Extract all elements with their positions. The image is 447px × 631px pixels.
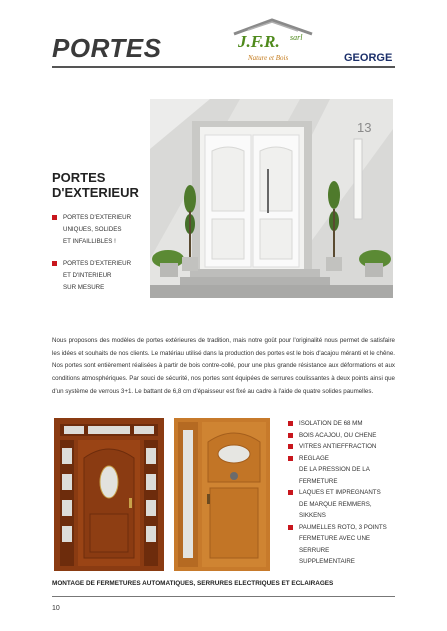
bullet-icon: [52, 261, 57, 266]
house-number: 13: [357, 120, 372, 135]
section-title-line: D'EXTERIEUR: [52, 185, 139, 200]
footer-divider: [52, 596, 395, 597]
wooden-door-photo-1: [54, 418, 164, 571]
bullet-item: PORTES D'EXTERIEUR UNIQUES, SOLIDES ET INFAILLIBLES !: [52, 212, 147, 248]
logo-tagline: Nature et Bois: [248, 54, 289, 62]
logo-suffix: sarl: [290, 33, 303, 42]
page-title: PORTES: [52, 33, 162, 63]
feature-bullet-list: [288, 418, 398, 568]
bullet-icon: [288, 456, 293, 461]
feature-item: ISOLATION DE 68 MM: [288, 418, 398, 430]
description-paragraph: Nous proposons des modèles de portes extérieures de tradition, mais notre goût pour l'originalité nous permet de satisfaire les idées et souhaits de nos clients. Le matériau utilisé dans la production des portes est le bois d'acajou méranti et le chêne. Nos portes sont entièrement réalisées à partir de bois contre-collé, pour une plus grande résistance aux déformations et aux conditions atmosphériques. Par souci de sécurité, nos portes sont équipées de serrures coulissantes à deux points ainsi que d'un système de verrous 3+1. Le battant de 6,8 cm d'épaisseur est fixé au cadre à l'aide de quatre solides paumelles.: [52, 337, 395, 395]
logo-text: J.F.R.: [238, 32, 280, 51]
bullet-icon: [288, 444, 293, 449]
product-bullet-list: [52, 212, 147, 304]
bullet-icon: [288, 433, 293, 438]
feature-item: LAQUES ET IMPREGNANTS DE MARQUE REMMERS, SIKKENS: [288, 487, 398, 522]
section-title-line: PORTES: [52, 170, 106, 185]
feature-item: BOIS ACAJOU, OU CHENE: [288, 430, 398, 442]
brand-name: GEORGE: [344, 52, 393, 64]
footer-note: MONTAGE DE FERMETURES AUTOMATIQUES, SERRURES ELECTRIQUES ET ECLAIRAGES: [52, 580, 334, 587]
company-logo: [228, 18, 316, 70]
feature-item: PAUMELLES ROTO, 3 POINTS FERMETURE AVEC UNE SERRURE SUPPLEMENTAIRE: [288, 522, 398, 568]
page-number: 10: [52, 605, 60, 612]
bullet-item: PORTES D'EXTERIEUR ET D'INTERIEUR SUR MESURE: [52, 258, 147, 294]
bullet-icon: [288, 421, 293, 426]
bullet-icon: [288, 525, 293, 530]
feature-item: REGLAGE DE LA PRESSION DE LA FERMETURE: [288, 453, 398, 488]
header-divider: [52, 66, 395, 68]
bullet-icon: [288, 490, 293, 495]
section-title: [52, 170, 139, 200]
hero-door-photo: [150, 99, 393, 298]
wooden-door-photo-2: [174, 418, 270, 571]
bullet-icon: [52, 215, 57, 220]
feature-item: VITRES ANTIEFFRACTION: [288, 441, 398, 453]
